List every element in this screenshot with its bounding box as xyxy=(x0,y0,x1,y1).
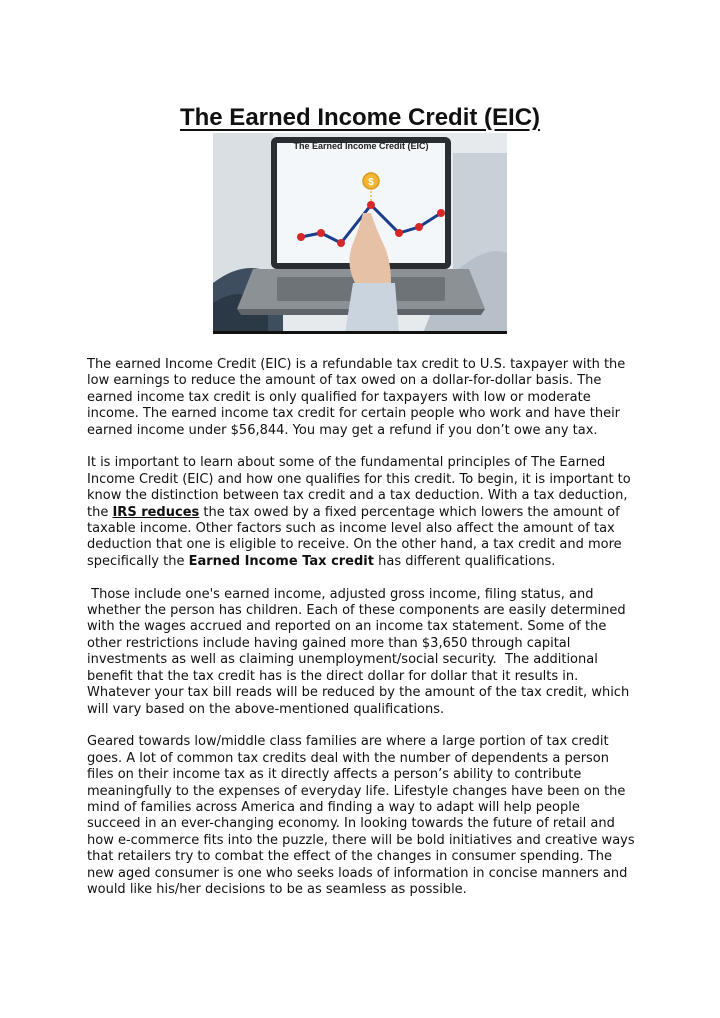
paragraph-4: Geared towards low/middle class families are where a large portion of tax credit goes. A lot of common tax credits deal with the number of dependents a person files on their income tax as it directly affects a person’s ability to contribute meaningfully to the expenses of everyday life. Lifestyle changes have been on the mind of families across America and finding a way to adapt will help people succeed in an ever-changing economy. In looking towards the future of retail and how e-commerce fits into the puzzle, there will be bold initiatives and creative ways that retailers try to combat the effect of the changes in consumer spending. The new aged consumer is one who seeks loads of information in concise manners and would like his/her decisions to be as seamless as possible. xyxy=(87,734,635,897)
paragraph-1: The earned Income Credit (EIC) is a refundable tax credit to U.S. taxpayer with the low earnings to reduce the amount of tax owed on a dollar-for-dollar basis. The earned income tax credit is only qualified for taxpayers with low or moderate income. The earned income tax credit for certain people who work and have their earned income under $56,844. You may get a refund if you don’t owe any tax. xyxy=(87,357,626,438)
hero-image xyxy=(213,133,507,333)
paragraph-2-text-3: has different qualifications. xyxy=(373,553,556,569)
paragraph-2 xyxy=(87,455,637,570)
coin-symbol: $ xyxy=(368,177,374,188)
eitc-bold-text: Earned Income Tax credit xyxy=(188,553,374,569)
image-divider xyxy=(213,331,507,334)
article-body xyxy=(87,357,637,915)
page-title: The Earned Income Credit (EIC) xyxy=(179,104,541,132)
paragraph-3: Those include one's earned income, adjusted gross income, filing status, and whether the person has children. Each of these components are easily determined with the wages accrued and reported on an income tax statement. Some of the other restrictions include having gained more than $3,650 through capital investments as well as claiming unemployment/social security. The additional benefit that the tax credit has is the direct dollar for dollar that it results in. Whatever your tax bill reads will be reduced by the amount of the tax credit, which will vary based on the above-mentioned qualifications. xyxy=(87,586,634,717)
hero-caption: The Earned Income Credit (EIC) xyxy=(293,141,429,151)
paragraph-2-text-2: the tax owed by a fixed percentage which lowers the amount of taxable income. Other factors such as income level also affect the amount of tax deduction that one is eligible to receive. On the other hand, a tax credit and more specifically the xyxy=(87,504,622,569)
irs-reduces-link[interactable]: IRS reduces xyxy=(112,504,200,520)
hero-illustration xyxy=(213,133,507,333)
paragraph-2-text-1: It is important to learn about some of the fundamental principles of The Earned Income Credit (EIC) and how one qualifies for this credit. To begin, it is important to know the distinction between tax credit and a tax deduction. With a tax deduction, the xyxy=(87,455,631,520)
